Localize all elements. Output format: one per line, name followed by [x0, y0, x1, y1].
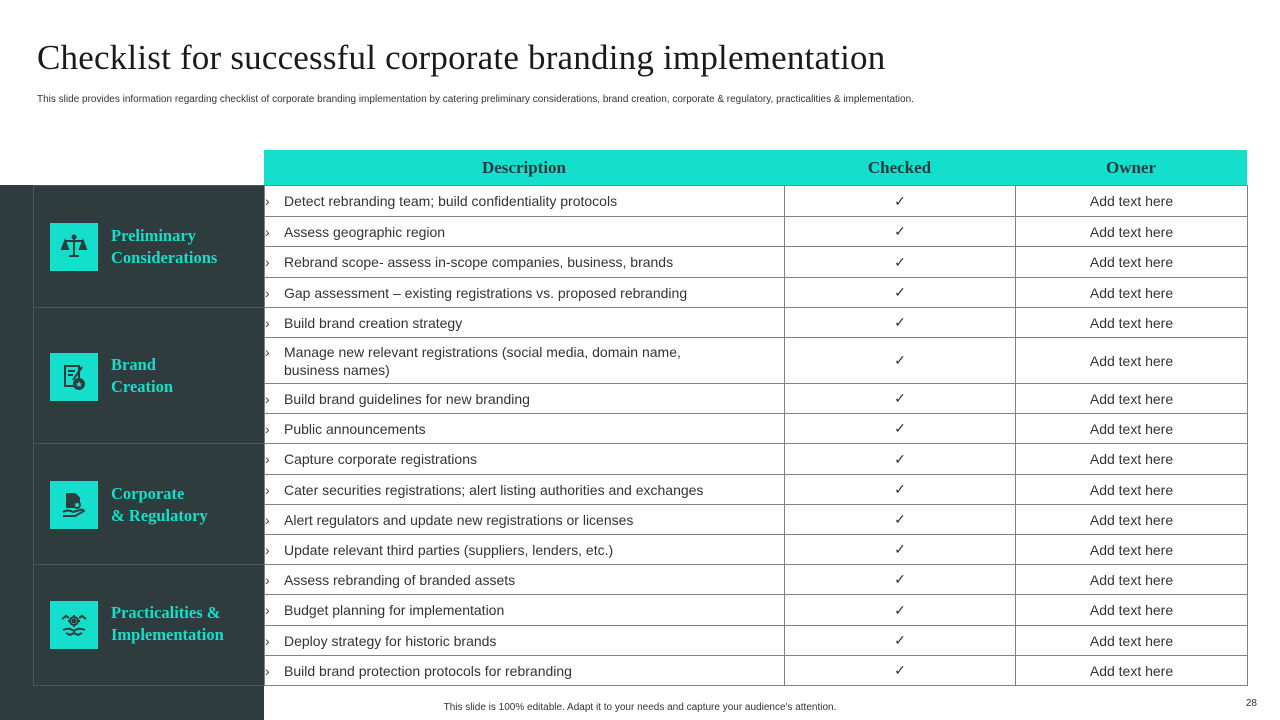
owner-cell: Add text here	[1016, 247, 1248, 278]
slide-footer: This slide is 100% editable. Adapt it to your needs and capture your audience's attention.	[443, 702, 837, 713]
row-description: › Cater securities registrations; alert listing authorities and exchanges	[265, 475, 785, 505]
row-description: › Build brand creation strategy	[265, 308, 785, 338]
table-row	[265, 414, 1248, 444]
checkmark-icon: ✓	[785, 656, 1016, 686]
category-panel	[0, 185, 264, 720]
category-label: Practicalities & Implementation	[111, 603, 224, 644]
checkmark-icon: ✓	[785, 308, 1016, 338]
table-row	[265, 505, 1248, 535]
category-label: Preliminary Considerations	[111, 226, 218, 267]
row-description: › Public announcements	[265, 414, 785, 444]
chevron-right-icon: ›	[265, 481, 270, 498]
chevron-right-icon: ›	[265, 223, 270, 240]
owner-cell: Add text here	[1016, 444, 1248, 475]
chevron-right-icon: ›	[265, 571, 270, 588]
row-description: › Rebrand scope- assess in-scope companies, business, brands	[265, 247, 785, 278]
checkmark-icon: ✓	[785, 565, 1016, 595]
table-row	[265, 186, 1248, 217]
checkmark-icon: ✓	[785, 384, 1016, 414]
table-row	[265, 444, 1248, 475]
checkmark-icon: ✓	[785, 475, 1016, 505]
category-label: Corporate & Regulatory	[111, 484, 208, 525]
row-description: › Budget planning for implementation	[265, 595, 785, 626]
header-checked: Checked	[867, 158, 932, 177]
scales-icon	[50, 223, 98, 271]
owner-cell: Add text here	[1016, 217, 1248, 247]
owner-cell: Add text here	[1016, 565, 1248, 595]
owner-cell: Add text here	[1016, 384, 1248, 414]
table-row	[265, 338, 1248, 384]
checkmark-icon: ✓	[785, 595, 1016, 626]
row-description: › Deploy strategy for historic brands	[265, 626, 785, 656]
chevron-right-icon: ›	[265, 511, 270, 528]
row-description: › Assess rebranding of branded assets	[265, 565, 785, 595]
row-description: › Manage new relevant registrations (social media, domain name, business names)	[265, 338, 785, 384]
chevron-right-icon: ›	[265, 451, 270, 467]
chevron-right-icon: ›	[265, 541, 270, 558]
table-row	[265, 278, 1248, 308]
checklist-table	[264, 185, 1248, 686]
table-row	[265, 595, 1248, 626]
checkmark-icon: ✓	[785, 505, 1016, 535]
owner-cell: Add text here	[1016, 414, 1248, 444]
table-row	[265, 656, 1248, 686]
slide-title: Checklist for successful corporate branding implementation	[37, 38, 886, 77]
checkmark-icon: ✓	[785, 626, 1016, 656]
chevron-right-icon: ›	[265, 602, 270, 618]
table-row	[265, 384, 1248, 414]
category-corporate-regulatory	[33, 443, 264, 564]
checkmark-icon: ✓	[785, 414, 1016, 444]
slide-subtitle: This slide provides information regarding checklist of corporate branding implementation by catering preliminary considerations, brand creation, corporate & regulatory, practicalities & implementation.	[37, 94, 914, 105]
document-hand-icon	[50, 481, 98, 529]
category-practicalities	[33, 564, 264, 686]
owner-cell: Add text here	[1016, 308, 1248, 338]
chevron-right-icon: ›	[265, 254, 270, 270]
table-row	[265, 626, 1248, 656]
chevron-right-icon: ›	[265, 662, 270, 679]
owner-cell: Add text here	[1016, 656, 1248, 686]
checkmark-icon: ✓	[785, 247, 1016, 278]
table-header	[264, 150, 1247, 186]
checkmark-icon: ✓	[785, 278, 1016, 308]
table-row	[265, 247, 1248, 278]
row-description: › Capture corporate registrations	[265, 444, 785, 475]
owner-cell: Add text here	[1016, 626, 1248, 656]
checkmark-icon: ✓	[785, 217, 1016, 247]
row-description: › Update relevant third parties (suppliers, lenders, etc.)	[265, 535, 785, 565]
chevron-right-icon: ›	[265, 343, 270, 360]
owner-cell: Add text here	[1016, 278, 1248, 308]
table-row	[265, 217, 1248, 247]
row-description: › Assess geographic region	[265, 217, 785, 247]
category-label: Brand Creation	[111, 355, 174, 396]
chevron-right-icon: ›	[265, 314, 270, 331]
chevron-right-icon: ›	[265, 632, 270, 649]
owner-cell: Add text here	[1016, 186, 1248, 217]
chevron-right-icon: ›	[265, 193, 270, 209]
document-badge-icon	[50, 353, 98, 401]
category-brand-creation	[33, 307, 264, 443]
owner-cell: Add text here	[1016, 475, 1248, 505]
row-description: › Build brand protection protocols for rebranding	[265, 656, 785, 686]
category-preliminary	[33, 185, 264, 307]
owner-cell: Add text here	[1016, 595, 1248, 626]
row-description: › Gap assessment – existing registrations vs. proposed rebranding	[265, 278, 785, 308]
table-row	[265, 535, 1248, 565]
header-owner: Owner	[1105, 158, 1157, 177]
checkmark-icon: ✓	[785, 535, 1016, 565]
row-description: › Detect rebranding team; build confidentiality protocols	[265, 186, 785, 217]
owner-cell: Add text here	[1016, 535, 1248, 565]
table-row	[265, 475, 1248, 505]
owner-cell: Add text here	[1016, 338, 1248, 384]
row-description: › Alert regulators and update new registrations or licenses	[265, 505, 785, 535]
checkmark-icon: ✓	[785, 186, 1016, 217]
handshake-gear-icon	[50, 601, 98, 649]
chevron-right-icon: ›	[265, 420, 270, 437]
checkmark-icon: ✓	[785, 444, 1016, 475]
chevron-right-icon: ›	[265, 284, 270, 301]
row-description: › Build brand guidelines for new branding	[265, 384, 785, 414]
owner-cell: Add text here	[1016, 505, 1248, 535]
header-description: Description	[481, 158, 567, 177]
checkmark-icon: ✓	[785, 338, 1016, 384]
table-row	[265, 565, 1248, 595]
chevron-right-icon: ›	[265, 390, 270, 407]
page-number: 28	[1245, 698, 1257, 709]
table-row	[265, 308, 1248, 338]
